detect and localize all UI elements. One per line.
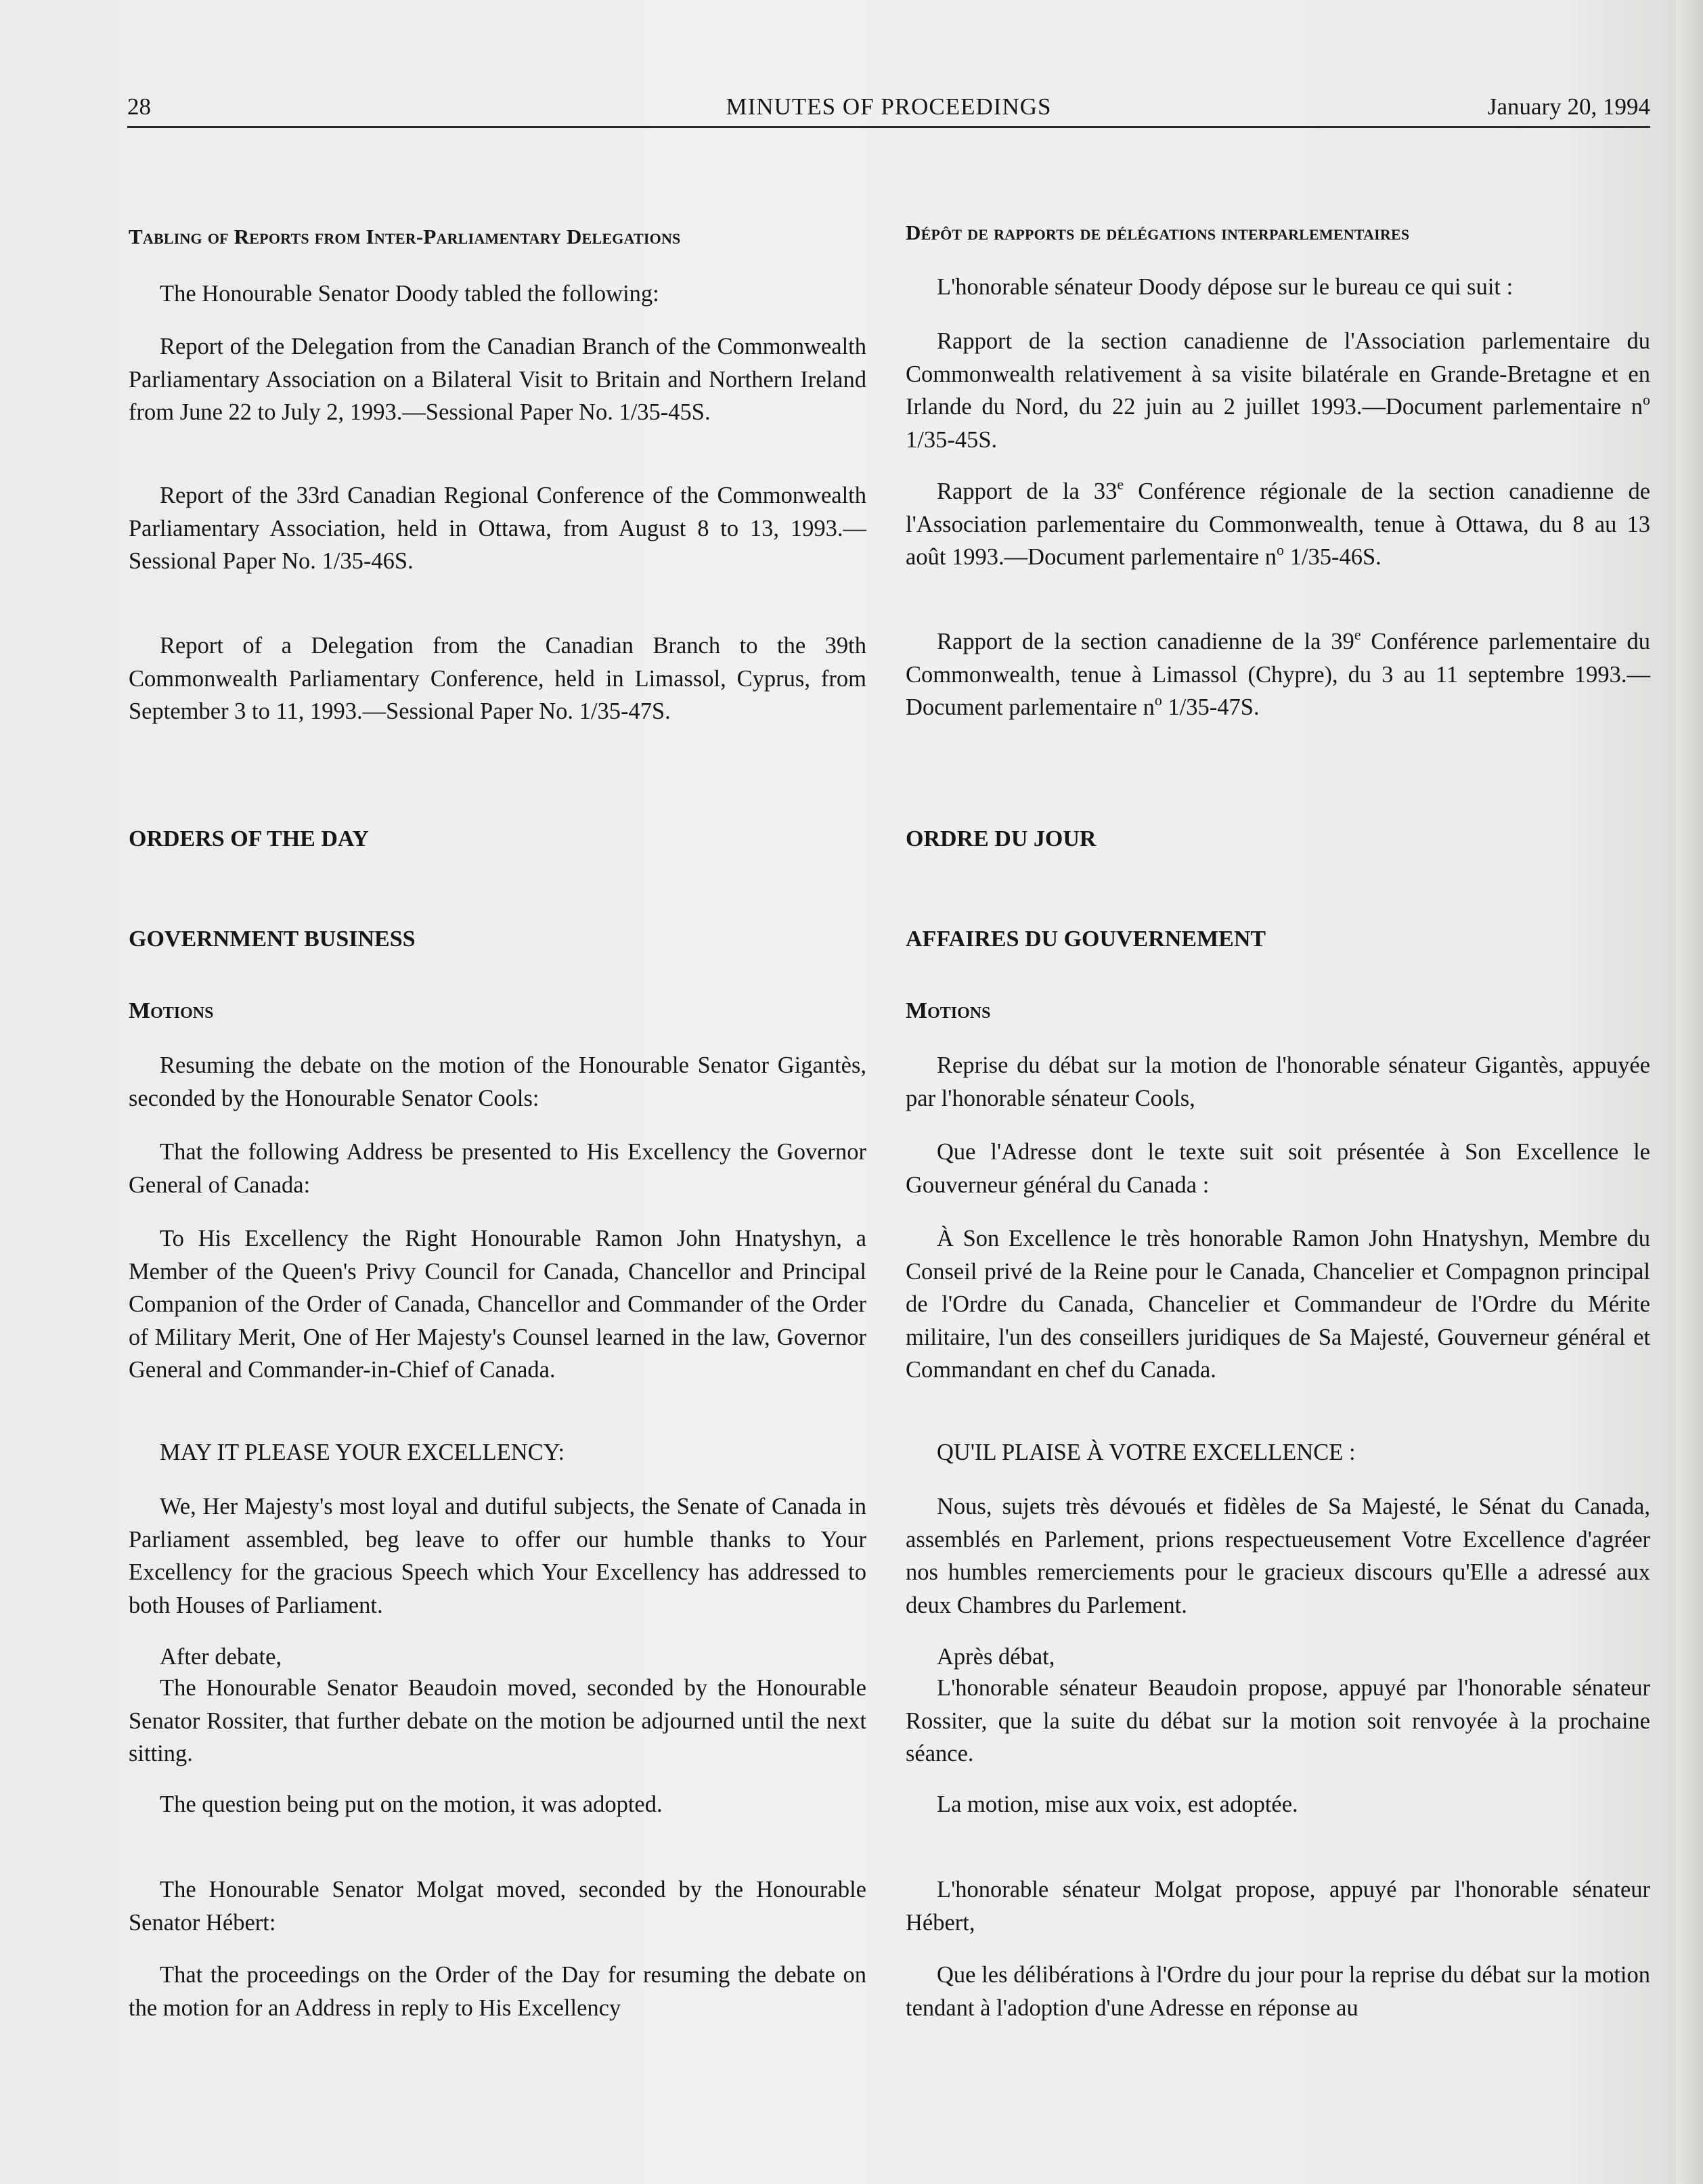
running-header	[127, 88, 1650, 128]
beaudoin-propose: L'honorable sénateur Beaudoin propose, appuyé par l'honorable sénateur Rossiter, que la suite du débat sur la motion soit renvoyée à la prochaine séance.	[906, 1675, 1650, 1766]
may-it-please: MAY IT PLEASE YOUR EXCELLENCY:	[160, 1440, 565, 1465]
ordre-du-jour-heading: ORDRE DU JOUR	[906, 826, 1097, 851]
adresse-intro: Que l'Adresse dont le texte suit soit présentée à Son Excellence le Gouverneur général du Canada :	[906, 1139, 1650, 1198]
molgat-moved: The Honourable Senator Molgat moved, seconded by the Honourable Senator Hébert:	[129, 1877, 866, 1936]
proceedings-motion: That the proceedings on the Order of the Day for resuming the debate on the motion for an Address in reply to His Excellency	[129, 1962, 866, 2021]
beaudoin-moved: The Honourable Senator Beaudoin moved, seconded by the Honourable Senator Rossiter, that further debate on the motion be adjourned until the next sitting.	[129, 1675, 866, 1766]
depose-intro: L'honorable sénateur Doody dépose sur le bureau ce qui suit :	[937, 274, 1513, 300]
we-her-majesty: We, Her Majesty's most loyal and dutiful subjects, the Senate of Canada in Parliament assembled, beg leave to offer our humble thanks to Your Excellency for the gracious Speech which Your Excellency has addressed to both Houses of Parliament.	[129, 1494, 866, 1618]
quil-plaise: QU'IL PLAISE À VOTRE EXCELLENCE :	[937, 1440, 1356, 1465]
page-edge-shadow	[1676, 0, 1703, 2184]
apres-debat: Après débat,	[937, 1644, 1055, 1670]
motions-heading-fr: Motions	[906, 998, 991, 1023]
header-date: January 20, 1994	[1487, 93, 1650, 120]
nous-sujets: Nous, sujets très dévoués et fidèles de Sa Majesté, le Sénat du Canada, assemblés en Parlement, prions respectueusement Votre Excellence d'agréer nos humbles remerciements pour le gracieux discours qu'Elle a adressé aux deux Chambres du Parlement.	[906, 1494, 1650, 1618]
reprise-debat: Reprise du débat sur la motion de l'honorable sénateur Gigantès, appuyée par l'honorable sénateur Cools,	[906, 1052, 1650, 1111]
running-title: MINUTES OF PROCEEDINGS	[726, 93, 1052, 120]
molgat-propose: L'honorable sénateur Molgat propose, appuyé par l'honorable sénateur Hébert,	[906, 1877, 1650, 1936]
rapport-3: Rapport de la section canadienne de la 39e Conférence parlementaire du Commonwealth, tenue à Limassol (Chypre), du 3 au 11 septembre 1993.—Document parlementaire $n^o$ 1/35-47S.	[906, 626, 1650, 720]
report-3: Report of a Delegation from the Canadian Branch to the 39th Commonwealth Parliamentary Conference, held in Limassol, Cyprus, from September 3 to 11, 1993.—Sessional Paper No. 1/35-47S.	[129, 633, 866, 724]
rapport-1: Rapport de la section canadienne de l'Association parlementaire du Commonwealth relativement à sa visite bilatérale en Grande-Bretagne et en Irlande du Nord, du 22 juin au 2 juillet 1993.—Document parlementaire $n^o$ 1/35-45S.	[906, 328, 1650, 453]
rapport-2: Rapport de la 33e Conférence régionale de la section canadienne de l'Association parlementaire du Commonwealth, tenue à Ottawa, du 8 au 13 août 1993.—Document parlementaire $n^o$ 1/35-46S.	[906, 476, 1651, 570]
tabled-intro: The Honourable Senator Doody tabled the following:	[160, 281, 659, 307]
orders-of-the-day-heading: ORDERS OF THE DAY	[129, 826, 369, 851]
depot-heading: Dépôt de rapports de délégations interparlementaires	[906, 221, 1410, 244]
to-his-excellency: To His Excellency the Right Honourable Ramon John Hnatyshyn, a Member of the Queen's Privy Council for Canada, Chancellor and Principal Companion of the Order of Canada, Chancellor and Commander of the Order of Military Merit, One of Her Majesty's Counsel learned in the law, Governor General and Commander-in-Chief of Canada.	[129, 1226, 866, 1383]
tabling-heading: Tabling of Reports from Inter-Parliamentary Delegations	[129, 225, 681, 248]
government-business-heading: GOVERNMENT BUSINESS	[129, 927, 416, 952]
report-2: Report of the 33rd Canadian Regional Conference of the Commonwealth Parliamentary Association, held in Ottawa, from August 8 to 13, 1993.—Sessional Paper No. 1/35-46S.	[129, 483, 866, 574]
after-debate: After debate,	[160, 1644, 282, 1670]
resuming-debate: Resuming the debate on the motion of the Honourable Senator Gigantès, seconded by the Honourable Senator Cools:	[129, 1052, 866, 1111]
address-intro: That the following Address be presented to His Excellency the Governor General of Canada:	[129, 1139, 866, 1198]
affaires-heading: AFFAIRES DU GOUVERNEMENT	[906, 927, 1266, 952]
a-son-excellence: À Son Excellence le très honorable Ramon John Hnatyshyn, Membre du Conseil privé de la Reine pour le Canada, Chancelier et Compagnon principal de l'Ordre du Canada, Chancelier et Commandeur de l'Ordre du Mérite militaire, l'un des conseillers juridiques de Sa Majesté, Gouverneur général et Commandant en chef du Canada.	[906, 1226, 1650, 1383]
report-1: Report of the Delegation from the Canadian Branch of the Commonwealth Parliamentary Association on a Bilateral Visit to Britain and Northern Ireland from June 22 to July 2, 1993.—Sessional Paper No. 1/35-45S.	[129, 334, 866, 425]
page-number: 28	[127, 93, 151, 120]
motion-adoptee: La motion, mise aux voix, est adoptée.	[937, 1791, 1298, 1817]
deliberations-motion: Que les délibérations à l'Ordre du jour pour la reprise du débat sur la motion tendant à l'adoption d'une Adresse en réponse au	[906, 1962, 1650, 2021]
motions-heading: Motions	[129, 998, 214, 1023]
question-adopted: The question being put on the motion, it was adopted.	[160, 1791, 663, 1817]
